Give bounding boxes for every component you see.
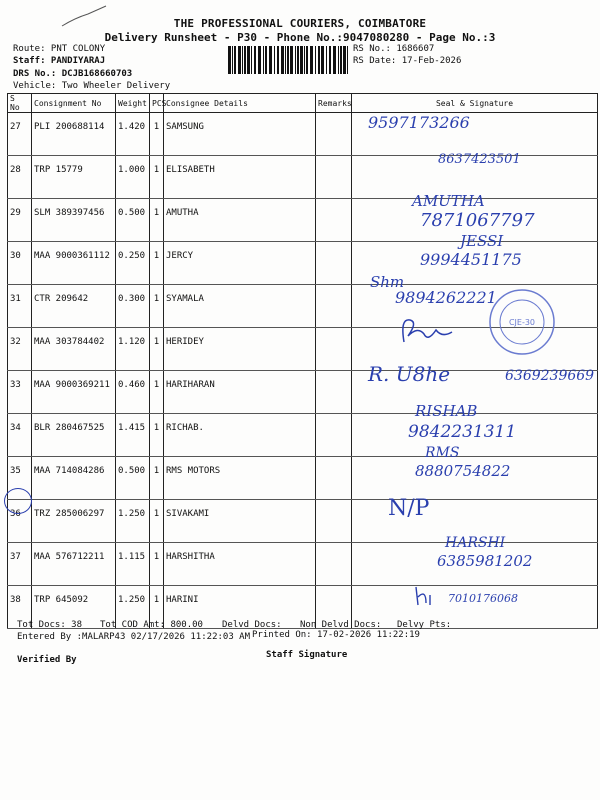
barcode-bar — [244, 46, 246, 74]
row-sno: 28 — [8, 156, 32, 199]
row-signature — [352, 500, 598, 543]
col-consignee: Consignee Details — [164, 94, 316, 113]
row-sno: 30 — [8, 242, 32, 285]
row-sno: 29 — [8, 199, 32, 242]
row-weight: 0.460 — [116, 371, 150, 414]
table-row — [8, 500, 598, 543]
company-name: THE PROFESSIONAL COURIERS, COIMBATORE — [173, 17, 427, 30]
col-signature: Seal & Signature — [352, 94, 598, 113]
row-sno: 33 — [8, 371, 32, 414]
table-row — [8, 113, 598, 156]
row-remarks — [316, 199, 352, 242]
barcode-bar — [343, 46, 346, 74]
staff-signature: Staff Signature — [266, 650, 348, 660]
handwriting-14: 8880754822 — [415, 462, 511, 480]
row-remarks — [316, 371, 352, 414]
barcode-bar — [347, 46, 348, 74]
barcode-bar — [340, 46, 342, 74]
row-sno: 31 — [8, 285, 32, 328]
row-consignment: TRP 15779 — [32, 156, 116, 199]
barcode-bar — [234, 46, 236, 74]
row-remarks — [316, 242, 352, 285]
runsheet-table — [7, 93, 598, 629]
vehicle-label: Vehicle: Two Wheeler Delivery — [13, 81, 171, 91]
row-weight: 1.250 — [116, 500, 150, 543]
row-pcs: 1 — [150, 242, 164, 285]
row-consignment: MAA 576712211 — [32, 543, 116, 586]
row-weight: 0.300 — [116, 285, 150, 328]
row-weight: 1.250 — [116, 586, 150, 629]
barcode-bar — [318, 46, 320, 74]
handwriting-16: HARSHI — [445, 535, 506, 551]
row-consignee: SAMSUNG — [164, 113, 316, 156]
row-signature — [352, 328, 598, 371]
row-remarks — [316, 113, 352, 156]
barcode-bar — [300, 46, 303, 74]
handwriting-8: 9894262221 — [395, 288, 497, 307]
barcode-bar — [269, 46, 272, 74]
row-pcs: 1 — [150, 500, 164, 543]
row-consignment: MAA 9000369211 — [32, 371, 116, 414]
row-pcs: 1 — [150, 414, 164, 457]
barcode-image — [228, 46, 350, 74]
signature-38 — [412, 583, 442, 609]
circle-mark — [4, 488, 32, 514]
barcode-bar — [287, 46, 289, 74]
row-pcs: 1 — [150, 113, 164, 156]
row-remarks — [316, 543, 352, 586]
row-signature — [352, 156, 598, 199]
barcode-bar — [274, 46, 275, 74]
row-weight: 1.000 — [116, 156, 150, 199]
handwriting-5: JESSI — [460, 232, 504, 250]
barcode-bar — [265, 46, 267, 74]
row-remarks — [316, 500, 352, 543]
row-sno: 32 — [8, 328, 32, 371]
row-signature — [352, 113, 598, 156]
barcode-bar — [329, 46, 331, 74]
non-delvd-docs: Non Delvd Docs: — [300, 620, 382, 630]
row-remarks — [316, 285, 352, 328]
handwriting-18: 7010176068 — [448, 592, 518, 605]
table-header — [8, 94, 598, 113]
row-pcs: 1 — [150, 371, 164, 414]
row-consignment: SLM 389397456 — [32, 199, 116, 242]
table-row — [8, 199, 598, 242]
pen-mark — [60, 4, 110, 30]
row-pcs: 1 — [150, 328, 164, 371]
table-row — [8, 457, 598, 500]
handwriting-13: RMS — [425, 445, 460, 461]
handwriting-3: AMUTHA — [412, 192, 485, 210]
barcode-bar — [310, 46, 313, 74]
row-signature — [352, 285, 598, 328]
barcode-bar — [228, 46, 231, 74]
runsheet-title: Delivery Runsheet - P30 - Phone No.:9047080280 - Page No.:3 — [104, 31, 496, 44]
row-consignment: MAA 303784402 — [32, 328, 116, 371]
col-pcs: PCS — [150, 94, 164, 113]
handwriting-9: R. U8he — [368, 362, 451, 386]
barcode-bar — [277, 46, 279, 74]
barcode-bar — [251, 46, 252, 74]
row-sno: 37 — [8, 543, 32, 586]
delvy-pts: Delvy Pts: — [397, 620, 452, 630]
row-signature — [352, 586, 598, 629]
row-signature — [352, 414, 598, 457]
row-weight: 0.500 — [116, 199, 150, 242]
delivery-stamp — [487, 287, 557, 357]
stamp-text: CJE-30 — [508, 318, 536, 327]
row-pcs: 1 — [150, 199, 164, 242]
barcode-bar — [304, 46, 305, 74]
barcode-bar — [326, 46, 327, 74]
row-signature — [352, 457, 598, 500]
barcode-bar — [315, 46, 316, 74]
row-pcs: 1 — [150, 285, 164, 328]
row-pcs: 1 — [150, 543, 164, 586]
barcode-bar — [281, 46, 284, 74]
barcode-bar — [232, 46, 233, 74]
entered-by: Entered By :MALARP43 02/17/2026 11:22:03 AM — [17, 632, 250, 642]
row-pcs: 1 — [150, 586, 164, 629]
row-consignee: HERIDEY — [164, 328, 316, 371]
handwriting-2: 8637423501 — [438, 152, 521, 167]
row-remarks — [316, 414, 352, 457]
row-consignee: SIVAKAMI — [164, 500, 316, 543]
tot-docs: Tot Docs: 38 — [17, 620, 83, 630]
barcode-bar — [247, 46, 250, 74]
row-weight: 1.120 — [116, 328, 150, 371]
drs-label: DRS No.: DCJB168660703 — [13, 69, 133, 79]
col-consignment: Consignment No — [32, 94, 116, 113]
row-consignee: SYAMALA — [164, 285, 316, 328]
row-remarks — [316, 156, 352, 199]
barcode-bar — [258, 46, 261, 74]
barcode-bar — [321, 46, 324, 74]
rs-date-label: RS Date: 17-Feb-2026 — [353, 56, 462, 66]
handwriting-4: 7871067797 — [420, 210, 535, 231]
handwriting-15: N/P — [388, 496, 430, 521]
barcode-bar — [297, 46, 299, 74]
row-sno: 36 — [8, 500, 32, 543]
table-row — [8, 156, 598, 199]
table-row — [8, 371, 598, 414]
row-signature — [352, 242, 598, 285]
row-sno: 34 — [8, 414, 32, 457]
row-weight: 0.500 — [116, 457, 150, 500]
signature-32 — [398, 312, 458, 352]
barcode-bar — [306, 46, 308, 74]
row-consignment: CTR 209642 — [32, 285, 116, 328]
barcode-bar — [254, 46, 256, 74]
row-remarks — [316, 457, 352, 500]
handwriting-1: 9597173266 — [368, 113, 470, 132]
handwriting-7: Shm — [370, 273, 405, 291]
route-label: Route: PNT COLONY — [13, 44, 106, 54]
row-consignee: JERCY — [164, 242, 316, 285]
rs-no-label: RS No.: 1686607 — [353, 44, 435, 54]
row-consignee: HARIHARAN — [164, 371, 316, 414]
handwriting-17: 6385981202 — [437, 552, 533, 570]
barcode-bar — [338, 46, 339, 74]
barcode-bar — [295, 46, 296, 74]
delvd-docs: Delvd Docs: — [222, 620, 282, 630]
table-row — [8, 414, 598, 457]
row-consignment: TRZ 285006297 — [32, 500, 116, 543]
table-row — [8, 242, 598, 285]
handwriting-10: 6369239669 — [505, 368, 595, 384]
verified-by: Verified By — [17, 655, 77, 665]
row-weight: 1.115 — [116, 543, 150, 586]
barcode-bar — [242, 46, 243, 74]
row-consignee: HARINI — [164, 586, 316, 629]
handwriting-11: RISHAB — [415, 402, 478, 420]
barcode-bar — [290, 46, 293, 74]
row-consignment: MAA 714084286 — [32, 457, 116, 500]
row-sno: 27 — [8, 113, 32, 156]
row-consignment: TRP 645092 — [32, 586, 116, 629]
row-consignment: BLR 280467525 — [32, 414, 116, 457]
barcode-bar — [285, 46, 286, 74]
row-consignee: RICHAB. — [164, 414, 316, 457]
table-row — [8, 543, 598, 586]
row-signature — [352, 543, 598, 586]
row-weight: 0.250 — [116, 242, 150, 285]
row-pcs: 1 — [150, 457, 164, 500]
row-pcs: 1 — [150, 156, 164, 199]
barcode-bar — [333, 46, 336, 74]
row-weight: 1.420 — [116, 113, 150, 156]
barcode-bar — [263, 46, 264, 74]
row-remarks — [316, 328, 352, 371]
tot-cod: Tot COD Amt: 800.00 — [100, 620, 203, 630]
col-sno: S No — [8, 94, 32, 113]
row-signature — [352, 199, 598, 242]
row-sno: 38 — [8, 586, 32, 629]
row-consignee: ELISABETH — [164, 156, 316, 199]
col-remarks: Remarks — [316, 94, 352, 113]
row-consignment: MAA 9000361112 — [32, 242, 116, 285]
col-weight: Weight — [116, 94, 150, 113]
row-signature — [352, 371, 598, 414]
barcode-bar — [238, 46, 241, 74]
handwriting-12: 9842231311 — [408, 422, 517, 442]
row-consignee: RMS MOTORS — [164, 457, 316, 500]
printed-on: Printed On: 17-02-2026 11:22:19 — [252, 630, 420, 640]
handwriting-6: 9994451175 — [420, 250, 522, 269]
row-consignee: HARSHITHA — [164, 543, 316, 586]
row-sno: 35 — [8, 457, 32, 500]
row-consignment: PLI 200688114 — [32, 113, 116, 156]
staff-label: Staff: PANDIYARAJ — [13, 56, 106, 66]
row-weight: 1.415 — [116, 414, 150, 457]
row-consignee: AMUTHA — [164, 199, 316, 242]
